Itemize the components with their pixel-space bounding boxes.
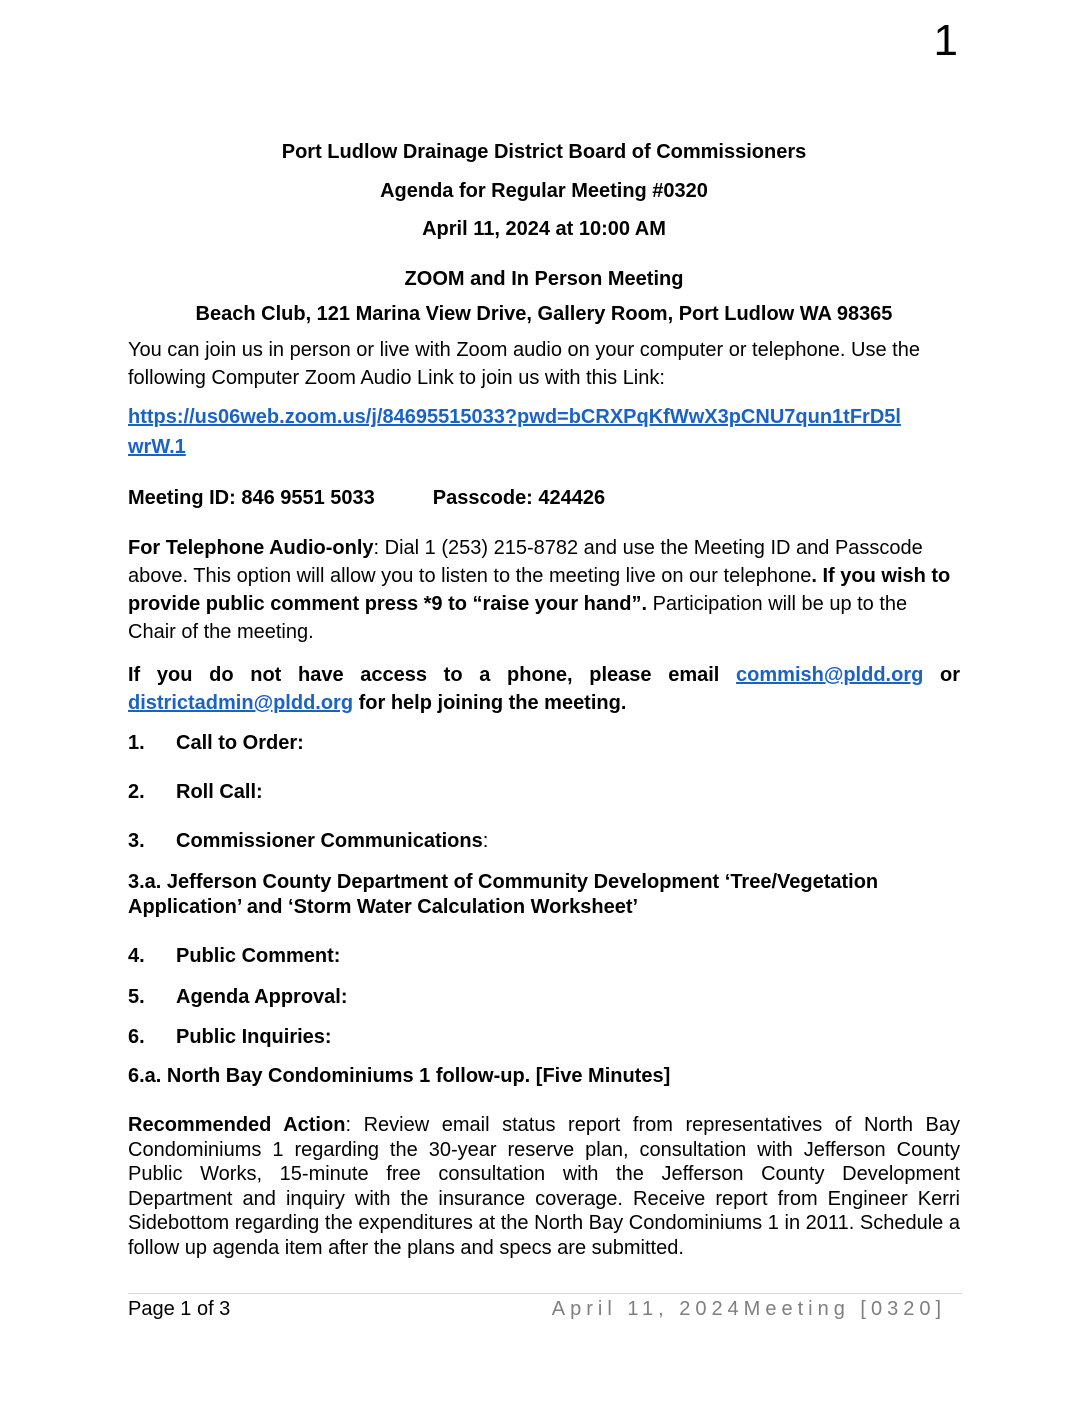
agenda-item-roll-call: 2. Roll Call: [128,781,263,803]
footer-page-count: Page 1 of 3 [128,1298,231,1320]
agenda-item-agenda-approval: 5. Agenda Approval: [128,986,348,1008]
zoom-link-block [128,402,960,462]
footer-meeting-label: April 11, 2024Meeting [0320] [551,1298,946,1320]
agenda-item-3a: 3.a. Jefferson County Department of Community Development ‘Tree/Vegetation Application’ and ‘Storm Water Calculation Worksheet’ [128,871,879,918]
page-number: 1 [933,16,958,65]
agenda-item-public-inquiries: 6. Public Inquiries: [128,1026,332,1048]
district-title: Port Ludlow Drainage District Board of Commissioners [281,141,807,163]
agenda-item-call-to-order: 1. Call to Order: [128,732,304,754]
no-phone-paragraph: If you do not have access to a phone, please email commish@pldd.org or districtadmin@pldd.org for help joining the meeting. [128,664,961,714]
recommended-action: Recommended Action: Review email status report from representatives of North Bay Condominiums 1 regarding the 30-year reserve plan, consultation with Jefferson County Public Works, 15-minute free consultation with the Jefferson County Development Department and inquiry with the insurance coverage. Receive report from Engineer Kerri Sidebottom regarding the expenditures at the North Bay Condominiums 1 in 2011. Schedule a follow up agenda item after the plans and specs are submitted. [128,1114,961,1259]
passcode: Passcode: 424426 [432,487,606,509]
raise-hand-instruction: . If you wish to provide public comment press *9 to “raise your hand”. [128,565,951,615]
districtadmin-email-link[interactable]: districtadmin@pldd.org [128,692,354,714]
meeting-credentials [128,484,960,512]
meeting-date: April 11, 2024 at 10:00 AM [422,218,666,240]
telephone-label: For Telephone Audio-only [128,537,374,559]
telephone-paragraph: For Telephone Audio-only: Dial 1 (253) 215-8782 and use the Meeting ID and Passcode above. This option will allow you to listen to the meeting live on our telephone. If you wish to provide public comment press *9 to “raise your hand”. Participation will be up to the Chair of the meeting. [128,537,951,643]
meeting-id: Meeting ID: 846 9551 5033 [128,487,375,509]
zoom-link[interactable]: https://us06web.zoom.us/j/84695515033?pwd=bCRXPqKfWwX3pCNU7qun1tFrD5l wrW.1 [128,406,901,458]
agenda-title: Agenda for Regular Meeting #0320 [380,180,708,202]
agenda-item-commissioner-communications: 3. Commissioner Communications: [128,830,489,852]
meeting-format: ZOOM and In Person Meeting [404,268,684,290]
recommended-action-label: Recommended Action [128,1114,346,1136]
intro-paragraph: You can join us in person or live with Zoom audio on your computer or telephone. Use the following Computer Zoom Audio Link to join us with this Link: [128,339,920,389]
commish-email-link[interactable]: commish@pldd.org [736,664,924,686]
footer-divider [128,1293,962,1294]
meeting-location: Beach Club, 121 Marina View Drive, Gallery Room, Port Ludlow WA 98365 [195,303,893,325]
agenda-item-6a: 6.a. North Bay Condominiums 1 follow-up. [Five Minutes] [128,1065,671,1087]
agenda-item-public-comment: 4. Public Comment: [128,945,341,967]
